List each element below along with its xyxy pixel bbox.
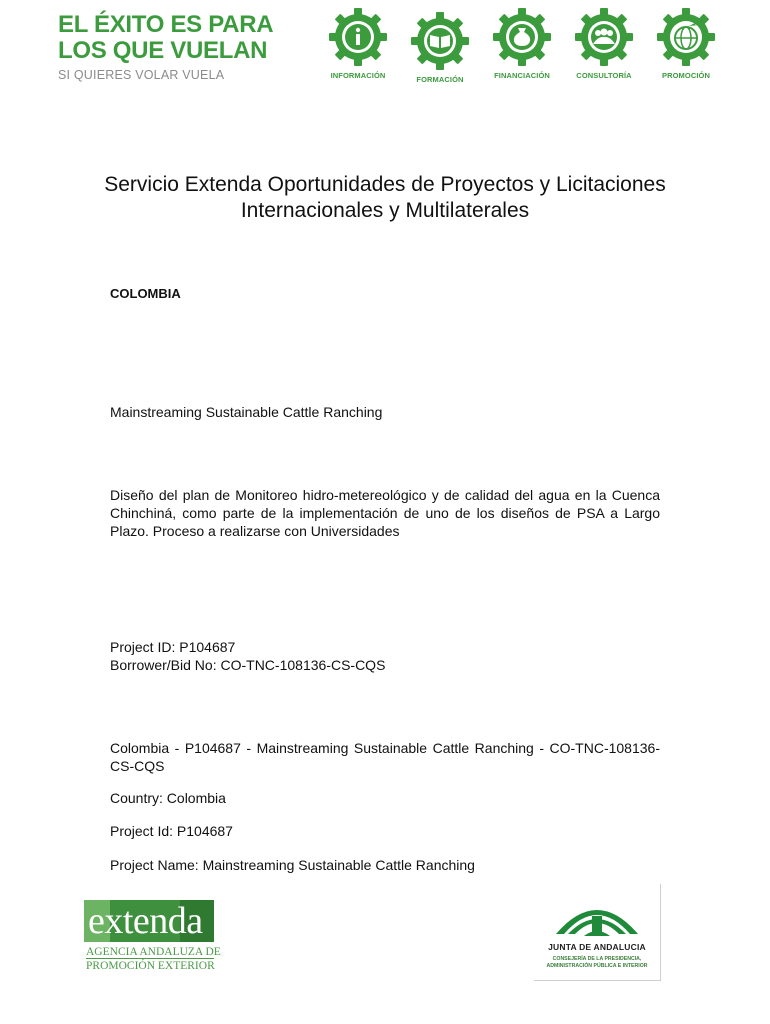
globe-plane-icon (655, 6, 717, 68)
project-description: Diseño del plan de Monitoreo hidro-metereológico y de calidad del agua en la Cuenca Chinchiná, como parte de la implementación de uno de los diseños de PSA a Largo Plazo. Proceso a realizarse con Universidades (110, 487, 660, 539)
service-label: PROMOCIÓN (662, 71, 710, 80)
page-header (0, 0, 770, 100)
junta-title: JUNTA DE ANDALUCIA (548, 942, 646, 952)
people-icon (573, 6, 635, 68)
junta-subtitle-line-1: CONSEJERÍA DE LA PRESIDENCIA, (552, 956, 642, 962)
extenda-logo (84, 892, 224, 972)
service-consultoria (564, 6, 644, 92)
country-line: Country: Colombia (110, 790, 226, 806)
slogan (58, 12, 273, 82)
slogan-line-2: LOS QUE VUELAN (58, 37, 268, 64)
extenda-agency-line-1: AGENCIA ANDALUZA DE (86, 946, 221, 958)
country-heading: COLOMBIA (110, 286, 181, 301)
service-label: FORMACIÓN (416, 75, 464, 84)
service-label: FINANCIACIÓN (494, 71, 550, 80)
document-title: Servicio Extenda Oportunidades de Proyectos y Licitaciones Internacionales y Multilaterales (104, 173, 666, 222)
junta-andalucia-logo (534, 884, 661, 981)
project-title: Mainstreaming Sustainable Cattle Ranching (110, 404, 383, 420)
money-bag-icon (491, 6, 553, 68)
project-name-line: Project Name: Mainstreaming Sustainable Cattle Ranching (110, 857, 475, 873)
junta-subtitle-line-2: ADMINISTRACIÓN PÚBLICA E INTERIOR (546, 963, 648, 969)
service-label: CONSULTORÍA (576, 71, 632, 80)
project-id-line: Project ID: P104687 (110, 639, 236, 655)
slogan-line-1: EL ÉXITO ES PARA (58, 11, 274, 38)
junta-subtitle (534, 956, 660, 970)
service-formacion (400, 10, 480, 96)
project-id-line-2: Project Id: P104687 (110, 823, 233, 839)
slogan-subtitle: SI QUIERES VOLAR VUELA (58, 68, 225, 82)
service-informacion (318, 6, 398, 92)
service-promocion (646, 6, 726, 92)
summary-line: Colombia - P104687 - Mainstreaming Sustainable Cattle Ranching - CO-TNC-108136-CS-CQS (110, 740, 660, 774)
service-label: INFORMACIÓN (330, 71, 386, 80)
info-icon (327, 6, 389, 68)
extenda-divider (86, 958, 214, 959)
services-bar (318, 6, 718, 92)
borrower-line: Borrower/Bid No: CO-TNC-108136-CS-CQS (110, 657, 386, 673)
junta-arch-icon (534, 890, 660, 946)
extenda-wordmark: extenda (88, 900, 203, 942)
book-icon (409, 10, 471, 72)
extenda-agency-line-2: PROMOCIÓN EXTERIOR (86, 960, 215, 972)
service-financiacion (482, 6, 562, 92)
